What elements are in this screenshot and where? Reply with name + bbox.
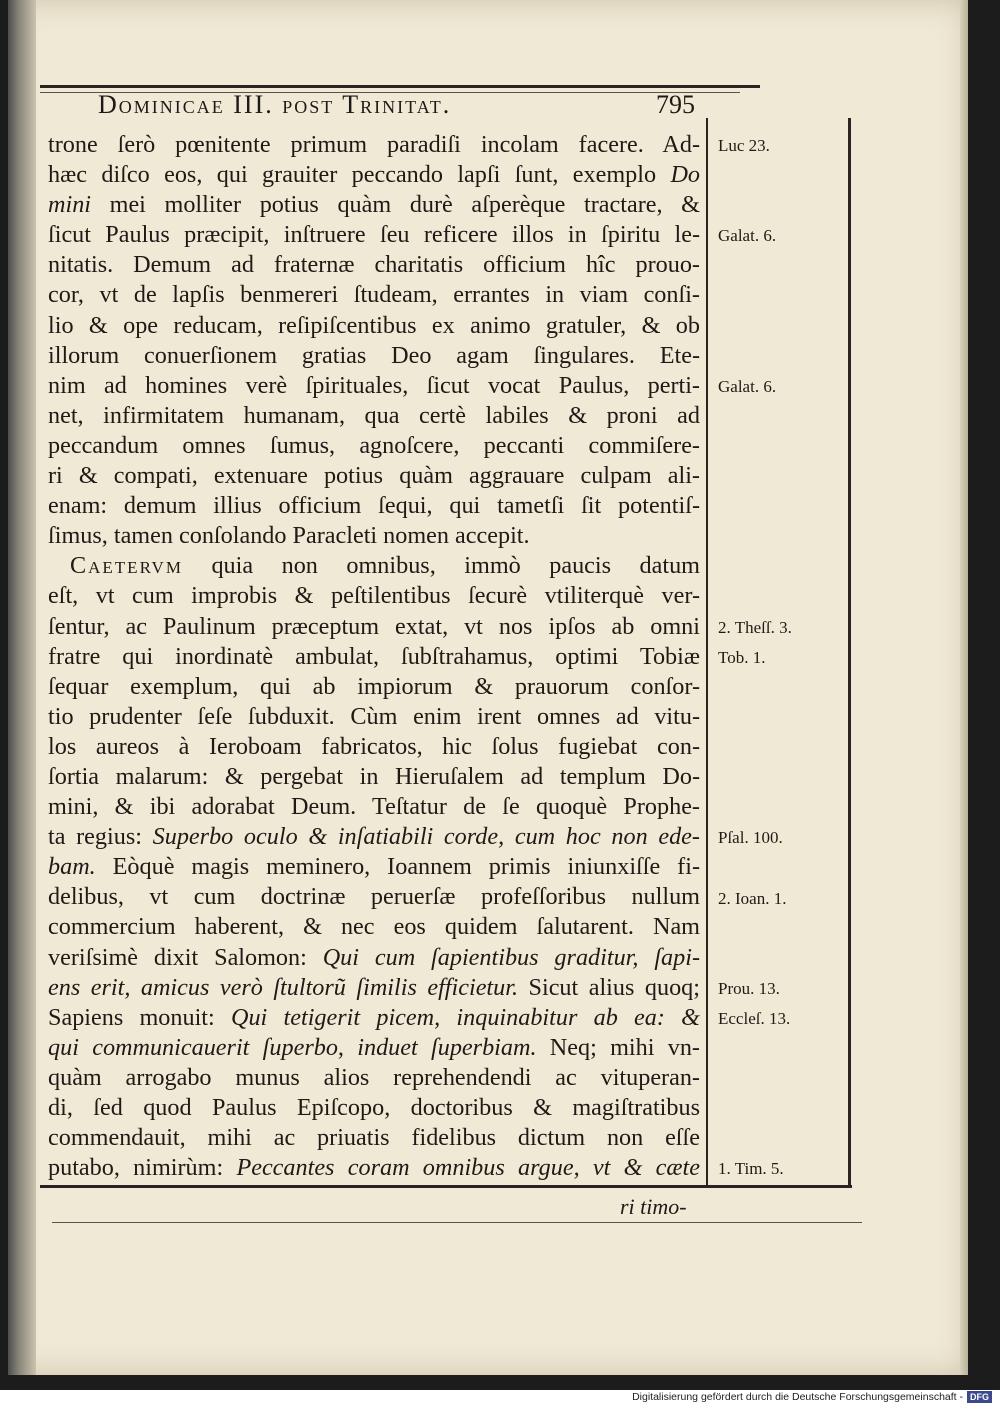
text-segment: Caetervm <box>70 552 183 580</box>
margin-note: Galat. 6. <box>718 226 777 246</box>
text-segment: quia non omnibus, immò paucis datum <box>182 552 700 580</box>
text-segment: enam: demum illius officium ſequi, qui tametſi ſit potentiſ- <box>48 492 700 520</box>
text-segment: ſortia malarum: & pergebat in Hieruſalem ad templum Do- <box>48 762 700 790</box>
text-line <box>48 581 700 611</box>
text-line <box>48 612 700 642</box>
text-line <box>48 702 700 732</box>
text-line <box>48 190 700 220</box>
margin-note: 1. Tim. 5. <box>718 1159 784 1179</box>
text-line <box>48 1093 700 1123</box>
text-line <box>48 792 700 822</box>
text-line <box>48 852 700 882</box>
text-line <box>48 943 700 973</box>
text-segment: nim ad homines verè ſpirituales, ſicut vocat Paulus, perti- <box>48 371 700 399</box>
text-segment: delibus, vt cum doctrinæ peruerſæ profeſſoribus nullum <box>48 883 700 911</box>
text-segment: trone ſerò pœnitente primum paradiſi incolam facere. Ad- <box>48 131 700 158</box>
running-head: Dominicae III. post Trinitat. <box>98 90 452 119</box>
text-line <box>48 1063 700 1093</box>
text-segment: eſt, vt cum improbis & peſtilentibus ſecurè vtiliterquè ver- <box>48 582 700 610</box>
text-line <box>48 973 700 1003</box>
text-segment: veriſsimè dixit Salomon: <box>48 943 323 971</box>
margin-note: Galat. 6. <box>718 376 777 396</box>
text-segment: Superbo oculo & inſatiabili corde, cum hoc non ede- <box>152 823 700 851</box>
page-number: 795 <box>656 90 695 119</box>
text-line <box>48 551 700 581</box>
margin-note: 2. Ioan. 1. <box>718 888 787 908</box>
body-text <box>48 130 700 1183</box>
margin-divider-rule <box>706 118 708 1186</box>
text-segment: mini, & ibi adorabat Deum. Teſtatur de ſe quoquè Prophe- <box>48 793 700 821</box>
text-line <box>48 491 700 521</box>
text-line <box>48 280 700 310</box>
text-line <box>48 822 700 852</box>
text-segment: Neq; mihi vn- <box>536 1033 700 1061</box>
text-segment: ſentur, ac Paulinum præceptum extat, vt nos ipſos ab omni <box>48 612 700 640</box>
footer-rule <box>40 1185 852 1188</box>
text-segment: ri & compati, extenuare potius quàm aggrauare culpam ali- <box>48 462 700 490</box>
text-segment: Sapiens monuit: <box>48 1003 231 1031</box>
text-segment: los aureos à Ieroboam fabricatos, hic ſolus fugiebat con- <box>48 732 700 760</box>
text-line <box>48 1123 700 1153</box>
text-line <box>48 220 700 250</box>
margin-note: Tob. 1. <box>718 647 766 667</box>
digitization-credit <box>632 1391 992 1403</box>
text-line <box>48 401 700 431</box>
text-segment: mini <box>48 191 92 219</box>
text-line <box>48 642 700 672</box>
text-segment: hæc diſco eos, qui grauiter peccando lapſi ſunt, exemplo <box>48 161 671 189</box>
text-segment: net, infirmitatem humanam, qua certè labiles & proni ad <box>48 401 700 429</box>
text-line <box>48 311 700 341</box>
text-line <box>48 160 700 190</box>
text-segment: qui communicauerit ſuperbo, induet ſuperbiam. <box>48 1033 537 1061</box>
text-line <box>48 461 700 491</box>
text-line <box>48 672 700 702</box>
text-line <box>48 1153 700 1183</box>
outer-frame-rule <box>848 118 851 1186</box>
text-segment: commendauit, mihi ac priuatis fidelibus dictum non eſſe <box>48 1124 700 1152</box>
text-line <box>48 521 700 551</box>
text-line <box>48 912 700 942</box>
text-line <box>48 371 700 401</box>
text-segment: bam. <box>48 853 96 881</box>
text-segment: quàm arrogabo munus alios reprehendendi ac vituperan- <box>48 1063 700 1091</box>
text-segment: illorum conuerſionem gratias Deo agam ſingulares. Ete- <box>48 341 700 369</box>
margin-note: Pſal. 100. <box>718 828 783 848</box>
text-line <box>48 882 700 912</box>
text-segment: Qui cum ſapientibus graditur, ſapi- <box>322 943 700 971</box>
text-segment: Qui tetigerit picem, inquinabitur ab ea: & <box>231 1003 700 1031</box>
text-line <box>48 341 700 371</box>
footer-rule-thin <box>52 1222 862 1223</box>
catchword: ri timo- <box>620 1194 687 1219</box>
text-segment: peccandum omnes ſumus, agnoſcere, peccanti commiſere- <box>48 431 700 459</box>
text-segment: nitatis. Demum ad fraternæ charitatis officium hîc prouo- <box>48 251 700 279</box>
credit-text: Digitalisierung gefördert durch die Deutsche Forschungsgemeinschaft - <box>632 1391 963 1403</box>
text-segment: fratre qui inordinatè ambulat, ſubſtrahamus, optimi Tobiæ <box>48 642 700 670</box>
text-line <box>48 1003 700 1033</box>
text-line <box>48 431 700 461</box>
margin-note: 2. Theſſ. 3. <box>718 617 792 637</box>
page-binding <box>8 0 36 1375</box>
text-segment: ſequar exemplum, qui ab impiorum & prauorum conſor- <box>48 672 700 700</box>
dfg-logo: DFG <box>967 1391 992 1403</box>
text-segment: commercium haberent, & nec eos quidem ſalutarent. Nam <box>48 913 700 941</box>
text-segment: cor, vt de lapſis benmereri ſtudeam, errantes in viam conſi- <box>48 281 700 309</box>
margin-note: Eccleſ. 13. <box>718 1008 791 1028</box>
page-edge <box>960 0 968 1375</box>
header-rule <box>40 85 760 88</box>
margin-note: Prou. 13. <box>718 978 780 998</box>
text-segment: mei molliter potius quàm durè aſperèque tractare, & <box>91 191 700 219</box>
margin-note: Luc 23. <box>718 136 770 155</box>
text-line <box>48 762 700 792</box>
text-segment: Eòquè magis meminero, Ioannem primis iniunxiſſe fi- <box>95 853 700 881</box>
text-line <box>48 130 700 160</box>
text-segment: Peccantes coram omnibus argue, vt & cæte <box>236 1154 700 1182</box>
text-segment: Sicut alius quoq; <box>518 973 700 1001</box>
text-segment: ſicut Paulus præcipit, inſtruere ſeu reficere illos in ſpiritu le- <box>48 221 700 249</box>
text-line <box>48 732 700 762</box>
text-segment: di, ſed quod Paulus Epiſcopo, doctoribus & magiſtratibus <box>48 1094 700 1121</box>
text-segment: Do <box>670 161 700 189</box>
text-segment: ens erit, amicus verò ſtultorũ ſimilis efficietur. <box>48 973 519 1001</box>
text-segment: lio & ope reducam, reſipiſcentibus ex animo gratuler, & ob <box>48 311 700 339</box>
text-segment: ta regius: <box>48 823 153 851</box>
text-segment: tio prudenter ſeſe ſubduxit. Cùm enim irent omnes ad vitu- <box>48 702 700 730</box>
text-segment: ſimus, tamen conſolando Paracleti nomen accepit. <box>48 522 530 550</box>
text-line <box>48 250 700 280</box>
text-segment: putabo, nimirùm: <box>48 1154 237 1182</box>
text-line <box>48 1033 700 1063</box>
